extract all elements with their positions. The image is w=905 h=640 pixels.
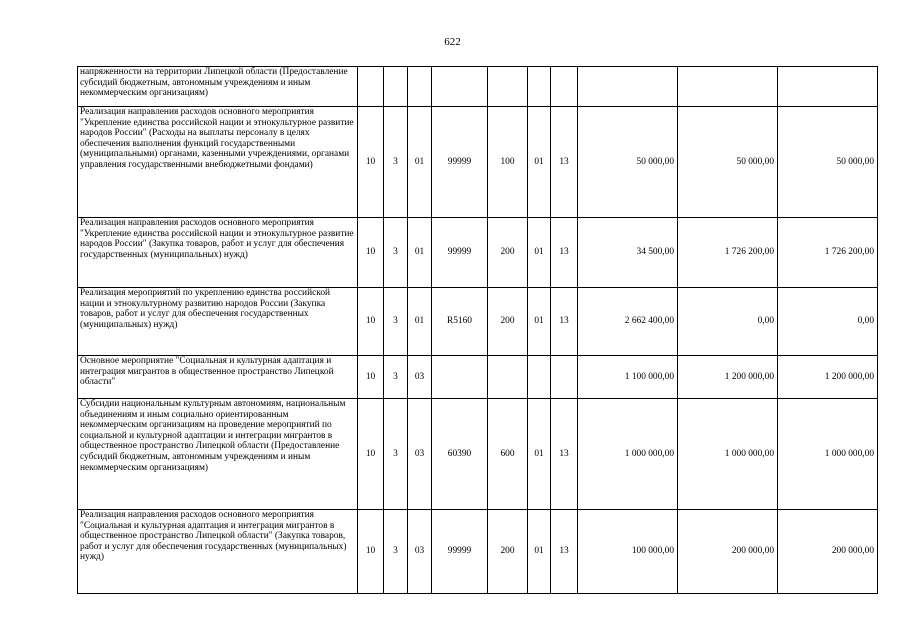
cell-gp: 10 <box>358 356 384 399</box>
cell-om: 01 <box>408 218 432 288</box>
cell-section: 01 <box>528 510 551 594</box>
table-row <box>78 288 878 356</box>
cell-amount-3: 200 000,00 <box>778 510 878 594</box>
cell-subsection: 13 <box>551 510 578 594</box>
cell-direction: 99999 <box>432 107 488 218</box>
cell-direction: 60390 <box>432 399 488 510</box>
cell-pp: 3 <box>384 399 408 510</box>
cell-om: 03 <box>408 510 432 594</box>
row-description: Реализация направления расходов основного мероприятия "Укрепление единства российской нации и этнокультурное развитие народов России" (Закупка товаров, работ и услуг для обеспечения государственных (муниципальных) нужд) <box>78 218 358 288</box>
cell-amount-1: 50 000,00 <box>578 107 678 218</box>
cell-pp: 3 <box>384 218 408 288</box>
cell-pp: 3 <box>384 288 408 356</box>
cell-gp <box>358 67 384 107</box>
cell-subsection: 13 <box>551 107 578 218</box>
table-row <box>78 218 878 288</box>
cell-section: 01 <box>528 218 551 288</box>
cell-amount-2: 1 200 000,00 <box>678 356 778 399</box>
cell-section: 01 <box>528 107 551 218</box>
row-description: Реализация направления расходов основного мероприятия "Укрепление единства российской нации и этнокультурное развитие народов России" (Расходы на выплаты персоналу в целях обеспечения выполнения функций государственными (муниципальными) органами, казенными учреждениями, органами управления государственными внебюджетными фондами) <box>78 107 358 218</box>
cell-section <box>528 356 551 399</box>
cell-om: 03 <box>408 356 432 399</box>
cell-direction <box>432 356 488 399</box>
cell-subsection <box>551 356 578 399</box>
cell-amount-1 <box>578 67 678 107</box>
cell-amount-2: 1 000 000,00 <box>678 399 778 510</box>
cell-amount-2: 1 726 200,00 <box>678 218 778 288</box>
row-description: Субсидии национальным культурным автономиям, национальным объединениям и иным социально ориентированным некоммерческим организациям на проведение мероприятий по социальной и культурной адаптации и интеграции мигрантов в общественное пространство Липецкой области (Предоставление субсидий бюджетным, автономным учреждениям и иным некоммерческим организациям) <box>78 399 358 510</box>
cell-subsection: 13 <box>551 288 578 356</box>
cell-subsection: 13 <box>551 399 578 510</box>
cell-direction: 99999 <box>432 510 488 594</box>
cell-gp: 10 <box>358 107 384 218</box>
cell-pp: 3 <box>384 356 408 399</box>
row-description: Реализация мероприятий по укреплению единства российской нации и этнокультурному развитию народов России (Закупка товаров, работ и услуг для обеспечения государственных (муниципальных) нужд) <box>78 288 358 356</box>
cell-gp: 10 <box>358 399 384 510</box>
cell-expense-type: 100 <box>488 107 528 218</box>
cell-gp: 10 <box>358 510 384 594</box>
cell-direction <box>432 67 488 107</box>
row-description: напряженности на территории Липецкой области (Предоставление субсидий бюджетным, автономным учреждениям и иным некоммерческим организациям) <box>78 67 358 107</box>
row-description: Основное мероприятие "Социальная и культурная адаптация и интеграция мигрантов в общественное пространство Липецкой области" <box>78 356 358 399</box>
cell-amount-1: 1 000 000,00 <box>578 399 678 510</box>
budget-table <box>77 66 878 594</box>
cell-amount-1: 1 100 000,00 <box>578 356 678 399</box>
cell-amount-2 <box>678 67 778 107</box>
cell-expense-type: 200 <box>488 510 528 594</box>
cell-amount-2: 200 000,00 <box>678 510 778 594</box>
cell-subsection <box>551 67 578 107</box>
table-row <box>78 107 878 218</box>
cell-amount-2: 50 000,00 <box>678 107 778 218</box>
cell-direction: 99999 <box>432 218 488 288</box>
cell-om: 01 <box>408 288 432 356</box>
cell-expense-type: 200 <box>488 218 528 288</box>
cell-amount-3: 1 200 000,00 <box>778 356 878 399</box>
cell-section: 01 <box>528 399 551 510</box>
cell-amount-3: 1 726 200,00 <box>778 218 878 288</box>
cell-gp: 10 <box>358 288 384 356</box>
cell-expense-type: 200 <box>488 288 528 356</box>
table-row <box>78 399 878 510</box>
cell-gp: 10 <box>358 218 384 288</box>
table-row <box>78 356 878 399</box>
cell-subsection: 13 <box>551 218 578 288</box>
cell-pp: 3 <box>384 107 408 218</box>
cell-pp <box>384 67 408 107</box>
table-row <box>78 67 878 107</box>
cell-amount-1: 2 662 400,00 <box>578 288 678 356</box>
row-description: Реализация направления расходов основного мероприятия "Социальная и культурная адаптация и интеграция мигрантов в общественное пространство Липецкой области" (Закупка товаров, работ и услуг для обеспечения государственных (муниципальных) нужд) <box>78 510 358 594</box>
cell-amount-3: 0,00 <box>778 288 878 356</box>
cell-amount-2: 0,00 <box>678 288 778 356</box>
cell-amount-3: 50 000,00 <box>778 107 878 218</box>
cell-expense-type: 600 <box>488 399 528 510</box>
cell-amount-1: 34 500,00 <box>578 218 678 288</box>
cell-section: 01 <box>528 288 551 356</box>
cell-pp: 3 <box>384 510 408 594</box>
cell-amount-1: 100 000,00 <box>578 510 678 594</box>
cell-om: 01 <box>408 107 432 218</box>
cell-amount-3 <box>778 67 878 107</box>
table-row <box>78 510 878 594</box>
cell-om: 03 <box>408 399 432 510</box>
cell-om <box>408 67 432 107</box>
cell-expense-type <box>488 356 528 399</box>
cell-section <box>528 67 551 107</box>
cell-direction: R5160 <box>432 288 488 356</box>
cell-amount-3: 1 000 000,00 <box>778 399 878 510</box>
page-number: 622 <box>444 36 461 48</box>
cell-expense-type <box>488 67 528 107</box>
